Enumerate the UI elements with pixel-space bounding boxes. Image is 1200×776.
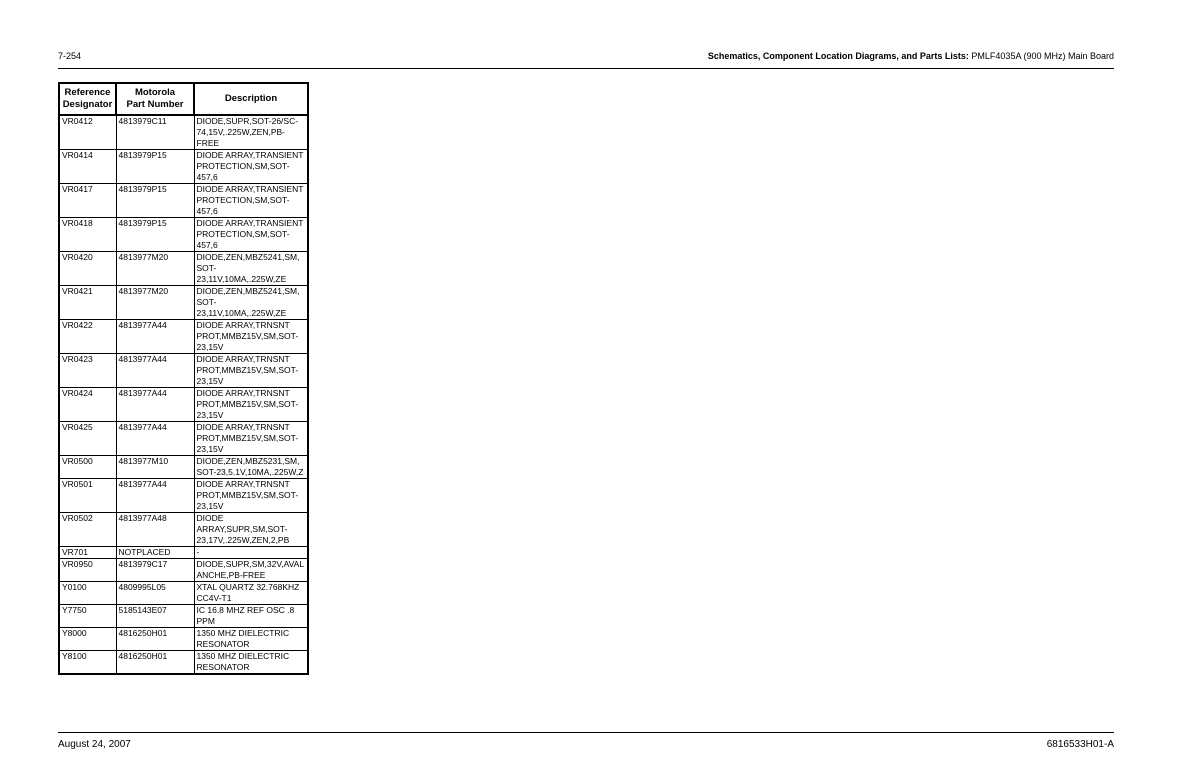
cell-description: DIODE ARRAY,TRANSIENT PROTECTION,SM,SOT-457,6 xyxy=(194,218,308,252)
cell-part-number: 4813979P15 xyxy=(116,150,194,184)
cell-reference-designator: VR0502 xyxy=(59,513,116,547)
cell-part-number: 4813979C17 xyxy=(116,559,194,582)
cell-part-number: NOTPLACED xyxy=(116,547,194,559)
header-title-bold: Schematics, Component Location Diagrams, and Parts Lists: xyxy=(707,51,969,61)
cell-part-number: 4813977A44 xyxy=(116,354,194,388)
column-header-reference-designator xyxy=(59,83,116,115)
cell-part-number: 4809995L05 xyxy=(116,582,194,605)
cell-reference-designator: VR0420 xyxy=(59,252,116,286)
cell-part-number: 5185143E07 xyxy=(116,605,194,628)
header-rule xyxy=(58,68,1114,69)
table-row xyxy=(59,354,308,388)
cell-reference-designator: VR0418 xyxy=(59,218,116,252)
table-row xyxy=(59,252,308,286)
cell-reference-designator: VR0425 xyxy=(59,422,116,456)
table-row xyxy=(59,388,308,422)
cell-reference-designator: VR0412 xyxy=(59,115,116,150)
cell-part-number: 4813977A44 xyxy=(116,388,194,422)
cell-description: DIODE ARRAY,TRNSNT PROT,MMBZ15V,SM,SOT-23,15V xyxy=(194,422,308,456)
cell-reference-designator: Y7750 xyxy=(59,605,116,628)
page-number: 7-254 xyxy=(58,51,82,61)
table-row xyxy=(59,150,308,184)
table-row xyxy=(59,286,308,320)
column-header-part-line1: Motorola xyxy=(134,87,176,98)
cell-reference-designator: VR701 xyxy=(59,547,116,559)
cell-part-number: 4813977A48 xyxy=(116,513,194,547)
cell-part-number: 4813977M10 xyxy=(116,456,194,479)
cell-description: XTAL QUARTZ 32.768KHZ CC4V-T1 xyxy=(194,582,308,605)
table-row xyxy=(59,628,308,651)
cell-reference-designator: VR0424 xyxy=(59,388,116,422)
cell-part-number: 4816250H01 xyxy=(116,628,194,651)
cell-reference-designator: VR0417 xyxy=(59,184,116,218)
cell-description: DIODE ARRAY,TRNSNT PROT,MMBZ15V,SM,SOT-23,15V xyxy=(194,479,308,513)
parts-list-table xyxy=(58,82,309,675)
table-row xyxy=(59,479,308,513)
table-row xyxy=(59,456,308,479)
cell-description: DIODE,ZEN,MBZ5231,SM,SOT-23,5.1V,10MA,.225W,Z xyxy=(194,456,308,479)
cell-description: DIODE ARRAY,SUPR,SM,SOT-23,17V,.225W,ZEN,2,PB xyxy=(194,513,308,547)
cell-reference-designator: VR0422 xyxy=(59,320,116,354)
cell-part-number: 4813977A44 xyxy=(116,320,194,354)
footer-doc-number: 6816533H01-A xyxy=(1046,739,1114,750)
cell-reference-designator: VR0421 xyxy=(59,286,116,320)
table-row xyxy=(59,547,308,559)
cell-part-number: 4813979C11 xyxy=(116,115,194,150)
cell-description: 1350 MHZ DIELECTRIC RESONATOR xyxy=(194,651,308,675)
table-row xyxy=(59,218,308,252)
table-row xyxy=(59,605,308,628)
cell-description: IC 16.8 MHZ REF OSC .8 PPM xyxy=(194,605,308,628)
column-header-ref-line1: Reference xyxy=(64,87,111,98)
table-header-row xyxy=(59,83,308,115)
cell-description: DIODE ARRAY,TRANSIENT PROTECTION,SM,SOT-457,6 xyxy=(194,184,308,218)
column-header-part-line2: Part Number xyxy=(126,99,184,110)
footer-date: August 24, 2007 xyxy=(58,739,131,750)
cell-description: DIODE,ZEN,MBZ5241,SM,SOT-23,11V,10MA,.225W,ZE xyxy=(194,286,308,320)
cell-part-number: 4813977A44 xyxy=(116,422,194,456)
cell-description: DIODE,SUPR,SM,32V,AVALANCHE,PB-FREE xyxy=(194,559,308,582)
cell-part-number: 4813977M20 xyxy=(116,252,194,286)
cell-description: DIODE,SUPR,SOT-26/SC-74,15V,.225W,ZEN,PB-FREE xyxy=(194,115,308,150)
cell-description: DIODE ARRAY,TRNSNT PROT,MMBZ15V,SM,SOT-23,15V xyxy=(194,354,308,388)
cell-reference-designator: VR0500 xyxy=(59,456,116,479)
table-row xyxy=(59,582,308,605)
footer-rule xyxy=(58,732,1114,733)
table-row xyxy=(59,422,308,456)
column-header-description: Description xyxy=(194,83,308,115)
cell-description: 1350 MHZ DIELECTRIC RESONATOR xyxy=(194,628,308,651)
table-row xyxy=(59,320,308,354)
column-header-part-number xyxy=(116,83,194,115)
cell-reference-designator: VR0501 xyxy=(59,479,116,513)
cell-description: DIODE,ZEN,MBZ5241,SM,SOT-23,11V,10MA,.225W,ZE xyxy=(194,252,308,286)
table-row xyxy=(59,559,308,582)
cell-reference-designator: Y8100 xyxy=(59,651,116,675)
page-header-title xyxy=(708,51,1114,61)
cell-reference-designator: Y0100 xyxy=(59,582,116,605)
cell-reference-designator: VR0950 xyxy=(59,559,116,582)
cell-description: DIODE ARRAY,TRNSNT PROT,MMBZ15V,SM,SOT-23,15V xyxy=(194,388,308,422)
cell-reference-designator: VR0423 xyxy=(59,354,116,388)
cell-reference-designator: VR0414 xyxy=(59,150,116,184)
cell-reference-designator: Y8000 xyxy=(59,628,116,651)
cell-description: DIODE ARRAY,TRNSNT PROT,MMBZ15V,SM,SOT-23,15V xyxy=(194,320,308,354)
header-title-rest: PMLF4035A (900 MHz) Main Board xyxy=(968,51,1114,61)
cell-part-number: 4816250H01 xyxy=(116,651,194,675)
cell-part-number: 4813977M20 xyxy=(116,286,194,320)
cell-part-number: 4813977A44 xyxy=(116,479,194,513)
cell-description: DIODE ARRAY,TRANSIENT PROTECTION,SM,SOT-457,6 xyxy=(194,150,308,184)
column-header-ref-line2: Designator xyxy=(62,99,113,110)
table-row xyxy=(59,184,308,218)
cell-part-number: 4813979P15 xyxy=(116,218,194,252)
cell-description: - xyxy=(194,547,308,559)
cell-part-number: 4813979P15 xyxy=(116,184,194,218)
table-row xyxy=(59,651,308,675)
table-row xyxy=(59,513,308,547)
table-row xyxy=(59,115,308,150)
